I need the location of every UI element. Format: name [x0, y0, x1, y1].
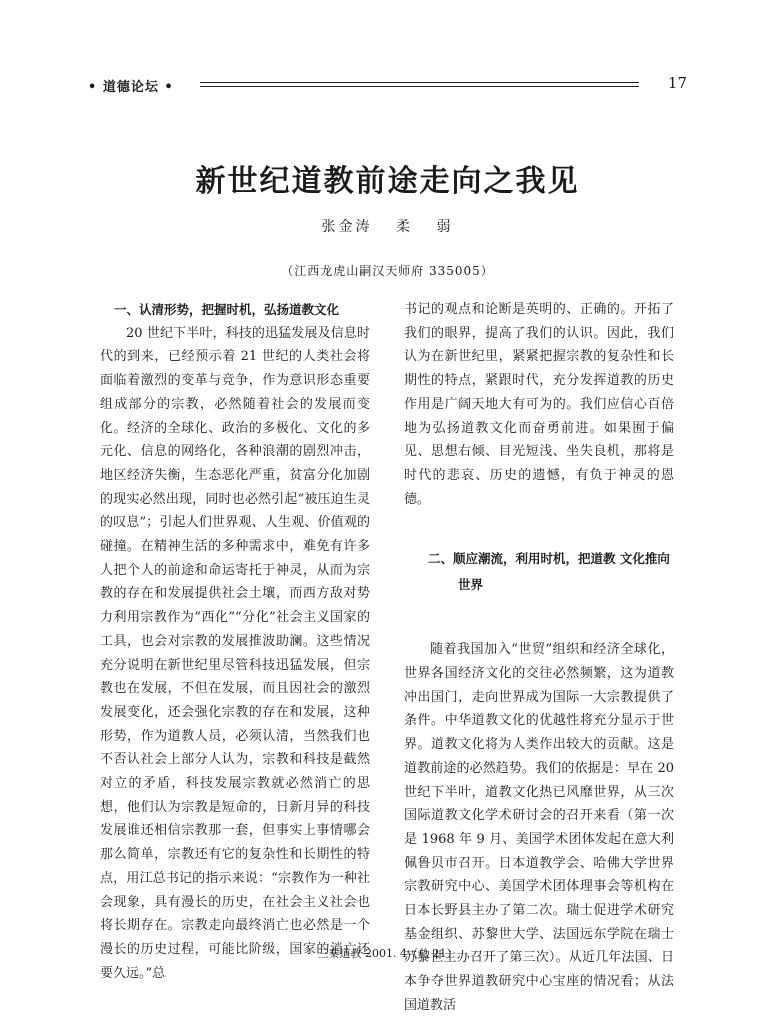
author-affiliation: （江西龙虎山嗣汉天师府 335005）: [281, 264, 494, 278]
right-column: [404, 298, 674, 1013]
section-heading-2-line1: 二、顺应潮流，利用时机，把道教 文化推向: [428, 551, 670, 567]
body-paragraph: 随着我国加入“世贸”组织和经济全球化，世界各国经济文化的交往必然频繁，这为道教冲出国门，走向世界成为国际一大宗教提供了条件。中华道教文化的优越性将充分显示于世界。道教文化将为人类作出较大的贡献。这是道教前途的必然趋势。我们的依据是：早在 20 世纪下半叶，道教文化热已风靡世界，从三次国际道教文化学术研讨会的召开来看（第一次是 1968 年 9 月、美国学术团体发起在意大利佩鲁贝市召开。日本道教学会、哈佛大学世界宗教研究中心、美国学术团体理事会等机构在日本长野县主办了第二次。瑞士促进学术研究基金组织、苏黎世大学、法国远东学院在瑞士苏黎世主办召开了第三次）。从近几年法国、日本争夺世界道教研究中心宝座的情况看；从法国道教活: [404, 642, 674, 1013]
column-tag: • 道德论坛 •: [88, 80, 174, 95]
header-rule: [200, 82, 639, 87]
article-authors: 张金涛 柔 弱: [321, 219, 454, 235]
body-paragraph: 20 世纪下半叶，科技的迅猛发展及信息时代的到来，已经预示着 21 世纪的人类社会将面临着激烈的变革与竞争，作为意识形态重要组成部分的宗教，必然随着社会的发展而变化。经济的全球化、政治的多极化、文化的多元化、信息的网络化，各种浪潮的剧烈冲击，地区经济失衡，生态恶化严重，贫富分化加剧的现实必然出现，同时也必然引起“被压迫生灵的叹息”；引起人们世界观、人生观、价值观的碰撞。在精神生活的多种需求中，难免有许多人把个人的前途和命运寄托于神灵，从而为宗教的存在和发展提供社会土壤，而西方敌对势力利用宗教作为“西化”“分化”社会主义国家的工具，也会对宗教的发展推波助澜。这些情况充分说明在新世纪里尽管科技迅猛发展，但宗教也在发展，不但在发展，而且因社会的激烈发展变化，还会强化宗教的存在和发展，这种形势，作为道教人员，必须认清，当然我们也不否认社会上部分人认为，宗教和科技是截然对立的矛盾，科技发展宗教就必然消亡的思想，他们认为宗教是短命的，日新月异的科技发展谁还相信宗教那一套，但事实上事情哪会那么简单，宗教还有它的复杂性和长期性的特点，用江总书记的指示来说：“宗教作为一种社会现象，具有漫长的历史，在社会主义社会也将长期存在。宗教走向最终消亡也必然是一个漫长的历史过程，可能比阶级，国家的消亡还要久远。”总: [100, 325, 370, 981]
section-heading-2: [404, 546, 674, 598]
left-column: [100, 298, 370, 981]
page-number: 17: [667, 74, 687, 92]
article-title: 新世纪道教前途走向之我见: [195, 164, 580, 199]
section-heading-2-line2: 世界: [458, 577, 484, 593]
page-footer: 三秦道教 2001. 4（总 21）: [317, 947, 458, 960]
section-heading-1: 一、认清形势，把握时机，弘扬道教文化: [114, 302, 340, 317]
body-paragraph-continued: 书记的观点和论断是英明的、正确的。开拓了我们的眼界，提高了我们的认识。因此，我们认为在新世纪里，紧紧把握宗教的复杂性和长期性的特点，紧跟时代，充分发挥道教的历史作用是广阔天地大有可为的。我们应信心百倍地为弘扬道教文化而奋勇前进。如果囿于偏见、思想右倾、目光短浅、坐失良机，那将是时代的悲哀、历史的遗憾，有负于神灵的恩德。: [404, 302, 674, 507]
running-header: [88, 74, 687, 96]
